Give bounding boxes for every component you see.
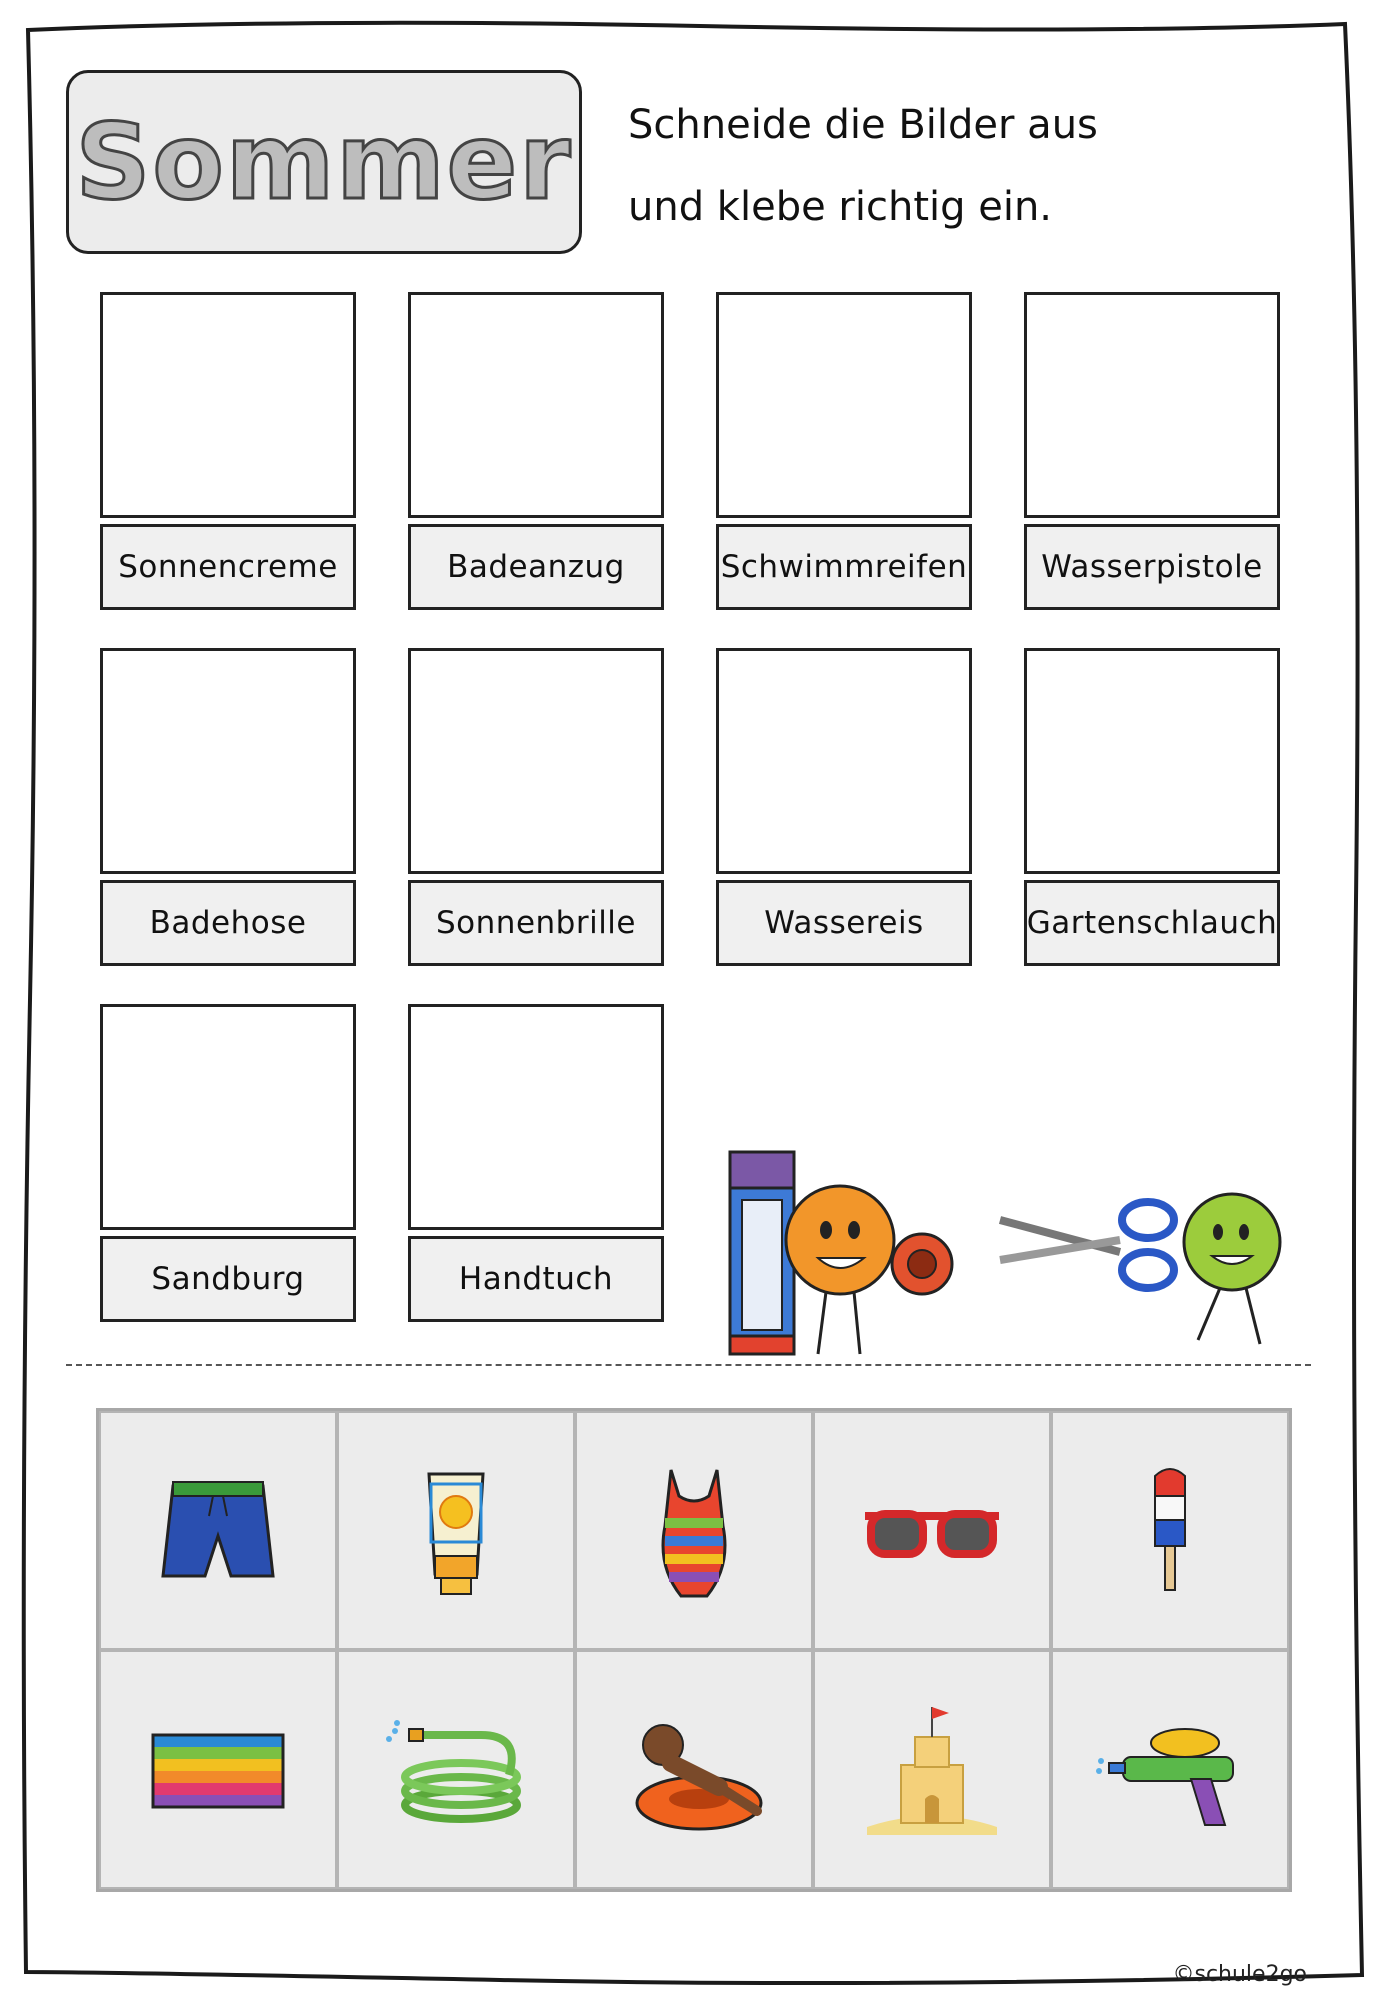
target-cell[interactable]	[1024, 292, 1280, 610]
title-box	[66, 70, 582, 254]
popsicle-icon	[1095, 1456, 1245, 1606]
target-cell[interactable]	[408, 1004, 664, 1322]
sunglasses-icon	[857, 1456, 1007, 1606]
target-label: Handtuch	[408, 1236, 664, 1322]
paste-box[interactable]	[100, 648, 356, 874]
target-label: Wasserpistole	[1024, 524, 1280, 610]
cutout-grid	[96, 1408, 1292, 1892]
target-cell[interactable]	[408, 648, 664, 966]
target-cell[interactable]	[100, 1004, 356, 1322]
cutout-tile[interactable]	[813, 1650, 1051, 1889]
sunscreen-icon	[381, 1456, 531, 1606]
mascots-illustration	[700, 1140, 1330, 1370]
cutout-tile[interactable]	[1051, 1650, 1289, 1889]
target-cell[interactable]	[716, 292, 972, 610]
paste-box[interactable]	[1024, 648, 1280, 874]
cutout-tile[interactable]	[337, 1650, 575, 1889]
instruction-line-1: Schneide die Bilder aus	[628, 102, 1098, 148]
garden-hose-icon	[381, 1695, 531, 1845]
cutout-tile[interactable]	[575, 1650, 813, 1889]
sharpener-mascot-icon	[786, 1186, 952, 1354]
target-label: Badehose	[100, 880, 356, 966]
target-cell[interactable]	[100, 648, 356, 966]
green-ball-mascot-icon	[1184, 1194, 1280, 1344]
copyright-text: ©schule2go	[1172, 1962, 1307, 1987]
paste-box[interactable]	[1024, 292, 1280, 518]
cutout-tile[interactable]	[575, 1411, 813, 1650]
cutout-tile[interactable]	[99, 1411, 337, 1650]
target-cell[interactable]	[716, 648, 972, 966]
scissors-icon	[1000, 1202, 1174, 1288]
cutout-tile[interactable]	[337, 1411, 575, 1650]
target-cell[interactable]	[408, 292, 664, 610]
paste-box[interactable]	[100, 292, 356, 518]
paste-box[interactable]	[716, 648, 972, 874]
paste-box[interactable]	[716, 292, 972, 518]
target-label: Badeanzug	[408, 524, 664, 610]
target-label: Sandburg	[100, 1236, 356, 1322]
cutout-tile[interactable]	[1051, 1411, 1289, 1650]
target-label: Sonnencreme	[100, 524, 356, 610]
page-title: Sommer	[75, 101, 573, 223]
instruction-line-2: und klebe richtig ein.	[628, 184, 1053, 230]
paste-box[interactable]	[408, 648, 664, 874]
target-label: Schwimmreifen	[716, 524, 972, 610]
water-pistol-icon	[1095, 1695, 1245, 1845]
swimsuit-icon	[619, 1456, 769, 1606]
target-label: Sonnenbrille	[408, 880, 664, 966]
paste-box[interactable]	[100, 1004, 356, 1230]
towel-icon	[143, 1695, 293, 1845]
target-label: Wassereis	[716, 880, 972, 966]
target-cell[interactable]	[1024, 648, 1280, 966]
swim-trunks-icon	[143, 1456, 293, 1606]
glue-stick-icon	[730, 1152, 794, 1354]
cutout-tile[interactable]	[813, 1411, 1051, 1650]
target-label: Gartenschlauch	[1024, 880, 1280, 966]
cutout-tile[interactable]	[99, 1650, 337, 1889]
paste-box[interactable]	[408, 292, 664, 518]
cut-line	[66, 1364, 1311, 1366]
paste-box[interactable]	[408, 1004, 664, 1230]
swim-ring-icon	[619, 1695, 769, 1845]
sandcastle-icon	[857, 1695, 1007, 1845]
target-cell[interactable]	[100, 292, 356, 610]
